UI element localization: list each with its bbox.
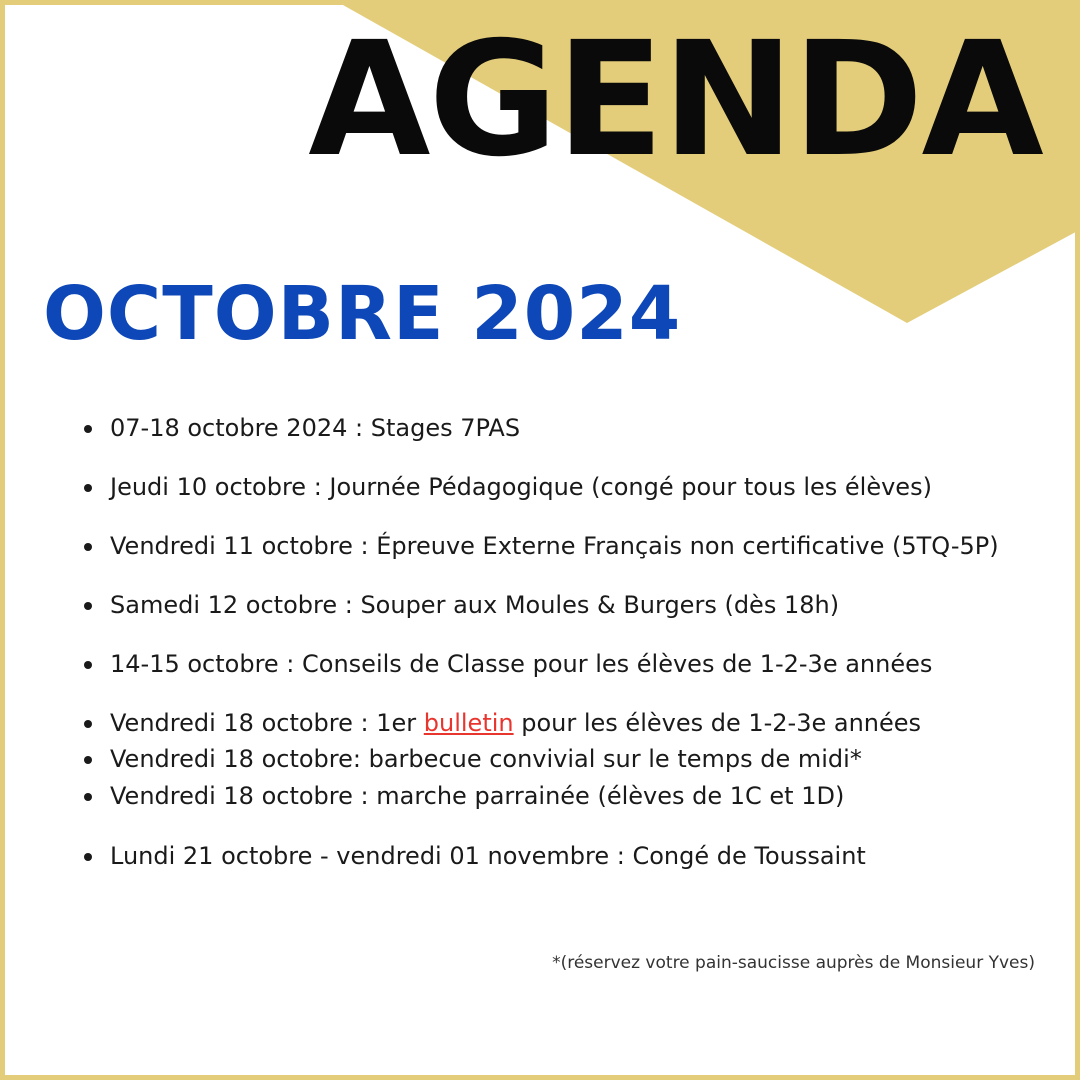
event-text: 14-15 octobre : Conseils de Classe pour les élèves de 1-2-3e années	[110, 650, 933, 678]
month-heading: OCTOBRE 2024	[43, 271, 682, 357]
bullet-icon	[84, 484, 92, 492]
page-title: AGENDA	[308, 8, 1042, 192]
event-item	[110, 413, 520, 443]
event-text-before: Vendredi 18 octobre : 1er	[110, 709, 424, 737]
bullet-icon	[84, 425, 92, 433]
event-item	[110, 841, 866, 871]
event-item	[110, 472, 932, 502]
bullet-icon	[84, 756, 92, 764]
event-text: Samedi 12 octobre : Souper aux Moules & Burgers (dès 18h)	[110, 591, 840, 619]
footnote: *(réservez votre pain-saucisse auprès de Monsieur Yves)	[552, 953, 1035, 973]
event-text: Jeudi 10 octobre : Journée Pédagogique (congé pour tous les élèves)	[110, 473, 932, 501]
event-text: Lundi 21 octobre - vendredi 01 novembre : Congé de Toussaint	[110, 842, 866, 870]
bullet-icon	[84, 793, 92, 801]
event-item	[110, 781, 844, 811]
bulletin-link[interactable]: bulletin	[423, 709, 514, 737]
bullet-icon	[84, 853, 92, 861]
bullet-icon	[84, 661, 92, 669]
event-item	[110, 531, 999, 561]
event-item	[110, 590, 839, 620]
event-text: Vendredi 18 octobre: barbecue convivial sur le temps de midi*	[110, 745, 862, 773]
bullet-icon	[84, 720, 92, 728]
event-item	[110, 744, 862, 774]
bullet-icon	[84, 543, 92, 551]
event-text: Vendredi 11 octobre : Épreuve Externe Français non certificative (5TQ-5P)	[110, 532, 999, 560]
bullet-icon	[84, 602, 92, 610]
event-text: 07-18 octobre 2024 : Stages 7PAS	[110, 414, 521, 442]
event-item	[110, 649, 932, 679]
event-item	[110, 708, 921, 738]
event-text-after: pour les élèves de 1-2-3e années	[513, 709, 922, 737]
event-text: Vendredi 18 octobre : marche parrainée (élèves de 1C et 1D)	[110, 782, 845, 810]
